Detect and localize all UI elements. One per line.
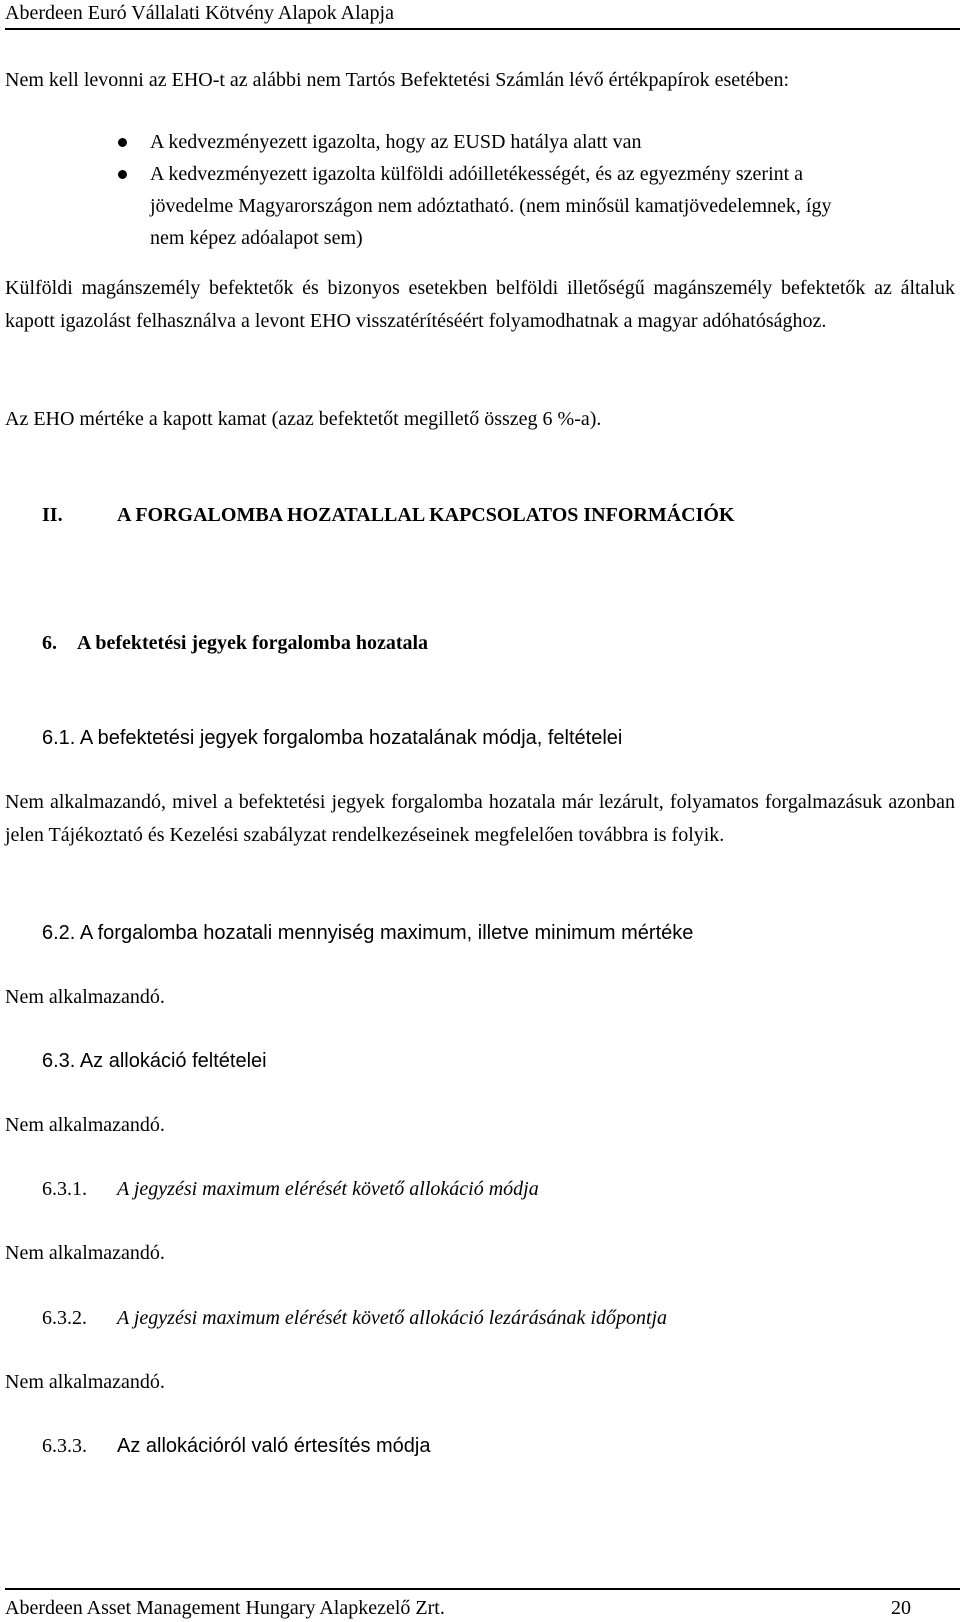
subsection-6-3-1-body: Nem alkalmazandó. <box>5 1242 165 1264</box>
subsection-6-3-heading: 6.3. Az allokáció feltételei <box>42 1050 267 1072</box>
section-title: A FORGALOMBA HOZATALLAL KAPCSOLATOS INFORMÁCIÓK <box>117 504 735 526</box>
refund-paragraph: Külföldi magánszemély befektetők és bizonyos esetekben belföldi illetőségű magánszemély befektetők az általuk kapott igazolást felhasználva a levont EHO visszatérítéséért folyamodhatnak a magyar adóhatósághoz. <box>5 277 955 332</box>
bullet-text: A kedvezményezett igazolta, hogy az EUSD hatálya alatt van <box>150 131 642 153</box>
bullet-dot-icon <box>118 138 127 147</box>
subsection-6-1-heading: 6.1. A befektetési jegyek forgalomba hozatalának módja, feltételei <box>42 727 623 749</box>
bullet-text: A kedvezményezett igazolta külföldi adóilletékességét, és az egyezmény szerint a jövedelme Magyarországon nem adóztatható. (nem minősül kamatjövedelemnek, így nem képez adóalapot sem) <box>150 163 832 249</box>
subsection-6-3-3-number: 6.3.3. <box>42 1435 87 1457</box>
chapter-number: 6. <box>42 632 57 654</box>
subsection-6-3-2-number: 6.3.2. <box>42 1307 87 1329</box>
header-title: Aberdeen Euró Vállalati Kötvény Alapok Alapja <box>5 2 394 24</box>
subsection-6-3-body: Nem alkalmazandó. <box>5 1114 165 1136</box>
footer-company: Aberdeen Asset Management Hungary Alapkezelő Zrt. <box>5 1597 445 1619</box>
subsection-6-2-body: Nem alkalmazandó. <box>5 986 165 1008</box>
subsection-6-3-1-number: 6.3.1. <box>42 1178 87 1200</box>
rate-paragraph: Az EHO mértéke a kapott kamat (azaz befektetőt megillető összeg 6 %-a). <box>5 408 602 430</box>
section-number: II. <box>42 504 63 526</box>
subsection-6-1-body: Nem alkalmazandó, mivel a befektetési jegyek forgalomba hozatala már lezárult, folyamatos forgalmazásuk azonban jelen Tájékoztató és Kezelési szabályzat rendelkezéseinek megfelelően továbbra is folyik. <box>5 791 955 846</box>
intro-text: Nem kell levonni az EHO-t az alábbi nem Tartós Befektetési Számlán lévő értékpapírok esetében: <box>5 69 790 91</box>
subsection-6-3-2-body: Nem alkalmazandó. <box>5 1371 165 1393</box>
page-header <box>5 0 960 30</box>
footer-divider <box>5 1588 960 1590</box>
bullet-item <box>150 158 850 254</box>
chapter-title: A befektetési jegyek forgalomba hozatala <box>77 632 429 654</box>
subsection-6-2-heading: 6.2. A forgalomba hozatali mennyiség maximum, illetve minimum mértéke <box>42 922 694 944</box>
subsection-6-3-3-title: Az allokációról való értesítés módja <box>117 1435 431 1457</box>
bullet-dot-icon <box>118 170 127 179</box>
bullet-item <box>150 126 940 158</box>
subsection-6-3-2-title: A jegyzési maximum elérését követő allokáció lezárásának időpontja <box>117 1307 668 1329</box>
subsection-6-3-1-title: A jegyzési maximum elérését követő allokáció módja <box>117 1178 539 1200</box>
page-number: 20 <box>891 1597 911 1619</box>
